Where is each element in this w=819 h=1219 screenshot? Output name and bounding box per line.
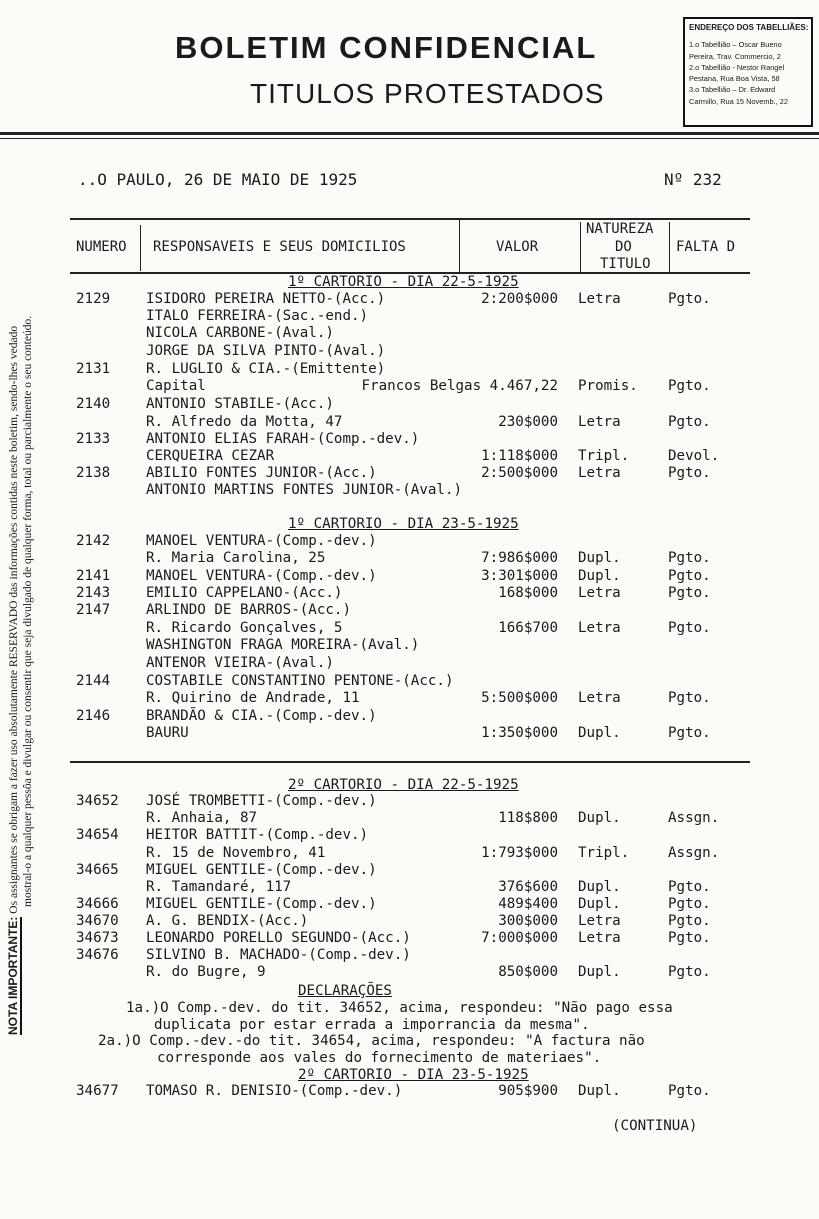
- row-responsible: ANTONIO STABILE-(Acc.): [146, 396, 334, 412]
- address-line: 3.o Tabellião – Dr. Edward: [689, 85, 776, 95]
- row-nature: Letra: [578, 690, 621, 706]
- table-row: [0, 482, 819, 500]
- row-number: 2131: [76, 361, 111, 377]
- row-responsible: CERQUEIRA CEZAR: [146, 448, 275, 464]
- header-natureza-do: DO: [615, 239, 632, 255]
- section-heading: 2º CARTORIO - DIA 22-5-1925: [288, 777, 519, 793]
- table-row: [0, 673, 819, 691]
- row-responsible: ANTONIO MARTINS FONTES JUNIOR-(Aval.): [146, 482, 463, 498]
- row-reason: Pgto.: [668, 725, 711, 741]
- declaration-line: 2a.)O Comp.-dev.-do tit. 34654, acima, respondeu: "A factura não: [98, 1033, 645, 1049]
- header-falta: FALTA D: [676, 239, 736, 255]
- column-separator: [669, 222, 670, 273]
- row-number: 2143: [76, 585, 111, 601]
- row-responsible: R. do Bugre, 9: [146, 964, 266, 980]
- row-responsible: Capital: [146, 378, 206, 394]
- row-number: 34670: [76, 913, 119, 929]
- table-row: [0, 568, 819, 586]
- row-number: 2141: [76, 568, 111, 584]
- row-responsible: A. G. BENDIX-(Acc.): [146, 913, 309, 929]
- table-row: [0, 343, 819, 361]
- header-responsaveis: RESPONSAVEIS E SEUS DOMICILIOS: [153, 239, 406, 255]
- row-nature: Letra: [578, 913, 621, 929]
- row-responsible: ITALO FERREIRA-(Sac.-end.): [146, 308, 369, 324]
- row-value: 7:000$000: [481, 930, 558, 946]
- row-number: 34676: [76, 947, 119, 963]
- declaration-line: corresponde aos vales do fornecimento de materiaes".: [157, 1050, 602, 1066]
- row-nature: Letra: [578, 585, 621, 601]
- table-row: [0, 1083, 819, 1101]
- row-number: 34654: [76, 827, 119, 843]
- row-reason: Pgto.: [668, 879, 711, 895]
- table-row: [0, 845, 819, 863]
- row-responsible: JOSÉ TROMBETTI-(Comp.-dev.): [146, 793, 377, 809]
- row-responsible: MIGUEL GENTILE-(Comp.-dev.): [146, 896, 377, 912]
- row-responsible: ANTENOR VIEIRA-(Aval.): [146, 655, 334, 671]
- row-value: 1:118$000: [481, 448, 558, 464]
- row-nature: Dupl.: [578, 879, 621, 895]
- row-nature: Dupl.: [578, 810, 621, 826]
- section-heading: 1º CARTORIO - DIA 23-5-1925: [288, 516, 519, 532]
- row-responsible: ABILIO FONTES JUNIOR-(Acc.): [146, 465, 377, 481]
- side-note-line2: mostral-o a qualquer pessôa e divulgar ou consentir que seja divulgado de qualquer forma, total ou parcialmente o seu conteúdo.: [21, 315, 34, 907]
- row-value: 118$800: [498, 810, 558, 826]
- row-number: 34665: [76, 862, 119, 878]
- row-value: 2:500$000: [481, 465, 558, 481]
- continua-note: (CONTINUA): [612, 1118, 698, 1134]
- table-row: [0, 964, 819, 982]
- row-number: 2129: [76, 291, 111, 307]
- row-responsible: R. Anhaia, 87: [146, 810, 258, 826]
- date-line: ..O PAULO, 26 DE MAIO DE 1925: [78, 170, 358, 189]
- table-row: [0, 913, 819, 931]
- header-rule-thin: [0, 138, 819, 139]
- table-row: [0, 378, 819, 396]
- row-reason: Pgto.: [668, 913, 711, 929]
- row-reason: Pgto.: [668, 690, 711, 706]
- row-nature: Dupl.: [578, 964, 621, 980]
- table-row: [0, 431, 819, 449]
- address-line: 1.o Tabellião – Oscar Bueno: [689, 40, 782, 50]
- row-responsible: R. 15 de Novembro, 41: [146, 845, 326, 861]
- row-number: 2133: [76, 431, 111, 447]
- row-number: 34652: [76, 793, 119, 809]
- row-responsible: MANOEL VENTURA-(Comp.-dev.): [146, 533, 377, 549]
- table-row: [0, 465, 819, 483]
- row-responsible: R. Quirino de Andrade, 11: [146, 690, 360, 706]
- row-reason: Pgto.: [668, 465, 711, 481]
- row-value: 300$000: [498, 913, 558, 929]
- row-reason: Assgn.: [668, 810, 720, 826]
- table-row: [0, 896, 819, 914]
- row-reason: Pgto.: [668, 1083, 711, 1099]
- row-reason: Pgto.: [668, 896, 711, 912]
- row-nature: Dupl.: [578, 896, 621, 912]
- table-row: [0, 690, 819, 708]
- row-responsible: LEONARDO PORELLO SEGUNDO-(Acc.): [146, 930, 411, 946]
- header-rule: [0, 132, 819, 135]
- address-line: 2.o Tabellião - Nestor Rangel: [689, 62, 785, 72]
- table-row: [0, 810, 819, 828]
- row-number: 2144: [76, 673, 111, 689]
- section-heading: 2º CARTORIO - DIA 23-5-1925: [298, 1067, 529, 1083]
- table-row: [0, 827, 819, 845]
- table-row: [0, 550, 819, 568]
- row-reason: Assgn.: [668, 845, 720, 861]
- row-reason: Pgto.: [668, 568, 711, 584]
- row-value: 7:986$000: [481, 550, 558, 566]
- row-responsible: NICOLA CARBONE-(Aval.): [146, 325, 334, 341]
- row-responsible: ARLINDO DE BARROS-(Acc.): [146, 602, 351, 618]
- row-number: 2142: [76, 533, 111, 549]
- bulletin-number: Nº 232: [664, 170, 722, 189]
- row-nature: Dupl.: [578, 725, 621, 741]
- table-row: [0, 708, 819, 726]
- row-nature: Letra: [578, 620, 621, 636]
- row-reason: Devol.: [668, 448, 720, 464]
- row-responsible: R. Ricardo Gonçalves, 5: [146, 620, 343, 636]
- row-number: 34666: [76, 896, 119, 912]
- row-nature: Promis.: [578, 378, 638, 394]
- table-row: [0, 602, 819, 620]
- section-separator: [70, 761, 750, 763]
- row-responsible: R. Tamandaré, 117: [146, 879, 292, 895]
- table-row: [0, 325, 819, 343]
- row-nature: Letra: [578, 291, 621, 307]
- row-nature: Letra: [578, 930, 621, 946]
- row-responsible: EMILIO CAPPELANO-(Acc.): [146, 585, 343, 601]
- row-nature: Letra: [578, 414, 621, 430]
- row-value: 1:793$000: [481, 845, 558, 861]
- row-nature: Dupl.: [578, 1083, 621, 1099]
- row-reason: Pgto.: [668, 930, 711, 946]
- row-number: 34677: [76, 1083, 119, 1099]
- table-row: [0, 637, 819, 655]
- row-reason: Pgto.: [668, 964, 711, 980]
- row-responsible: MIGUEL GENTILE-(Comp.-dev.): [146, 862, 377, 878]
- row-responsible: JORGE DA SILVA PINTO-(Aval.): [146, 343, 386, 359]
- row-reason: Pgto.: [668, 550, 711, 566]
- row-reason: Pgto.: [668, 378, 711, 394]
- table-row: [0, 655, 819, 673]
- table-row: [0, 361, 819, 379]
- row-responsible: HEITOR BATTIT-(Comp.-dev.): [146, 827, 369, 843]
- row-value: 3:301$000: [481, 568, 558, 584]
- row-responsible: ISIDORO PEREIRA NETTO-(Acc.): [146, 291, 386, 307]
- row-reason: Pgto.: [668, 620, 711, 636]
- declaration-line: duplicata por estar errada a imporrancia da mesma".: [154, 1017, 590, 1033]
- row-value: 376$600: [498, 879, 558, 895]
- row-reason: Pgto.: [668, 414, 711, 430]
- address-line: Pereira, Trav. Commercio, 2: [689, 51, 781, 61]
- table-row: [0, 533, 819, 551]
- row-responsible: TOMASO R. DENISIO-(Comp.-dev.): [146, 1083, 403, 1099]
- row-value: 1:350$000: [481, 725, 558, 741]
- address-line: Pestana, Rua Boa Vista, 58: [689, 74, 780, 84]
- table-row: [0, 947, 819, 965]
- table-top-rule: [70, 218, 750, 220]
- table-row: [0, 585, 819, 603]
- row-nature: Dupl.: [578, 550, 621, 566]
- row-responsible: BRANDÃO & CIA.-(Comp.-dev.): [146, 708, 377, 724]
- row-responsible: BAURU: [146, 725, 189, 741]
- row-responsible: R. Maria Carolina, 25: [146, 550, 326, 566]
- table-row: [0, 879, 819, 897]
- row-responsible: SILVINO B. MACHADO-(Comp.-dev.): [146, 947, 411, 963]
- table-row: [0, 725, 819, 743]
- table-row: [0, 308, 819, 326]
- row-number: 34673: [76, 930, 119, 946]
- row-reason: Pgto.: [668, 291, 711, 307]
- bulletin-subtitle: TITULOS PROTESTADOS: [250, 78, 605, 109]
- table-row: [0, 291, 819, 309]
- row-value: 230$000: [498, 414, 558, 430]
- row-responsible: COSTABILE CONSTANTINO PENTONE-(Acc.): [146, 673, 454, 689]
- row-responsible: ANTONIO ELIAS FARAH-(Comp.-dev.): [146, 431, 420, 447]
- address-heading: ENDEREÇO DOS TABELLIÃES:: [689, 23, 809, 32]
- column-separator: [580, 222, 581, 273]
- table-row: [0, 620, 819, 638]
- header-natureza: NATUREZA: [586, 221, 654, 237]
- header-natureza-titulo: TITULO: [600, 256, 651, 272]
- row-responsible: MANOEL VENTURA-(Comp.-dev.): [146, 568, 377, 584]
- address-line: Carmillo, Rua 15 Novemb., 22: [689, 96, 788, 106]
- row-number: 2146: [76, 708, 111, 724]
- row-number: 2147: [76, 602, 111, 618]
- table-row: [0, 793, 819, 811]
- row-nature: Letra: [578, 465, 621, 481]
- bulletin-title: BOLETIM CONFIDENCIAL: [175, 30, 598, 65]
- row-nature: Dupl.: [578, 568, 621, 584]
- column-separator: [140, 225, 141, 271]
- side-note-line1: Os assignantes se obrigam a fazer uso absolutamente RESERVADO das informações contidas neste boletim, sendo-lhes vedado: [8, 325, 20, 914]
- row-responsible: WASHINGTON FRAGA MOREIRA-(Aval.): [146, 637, 420, 653]
- row-value: 489$400: [498, 896, 558, 912]
- column-separator: [459, 218, 460, 273]
- row-number: 2140: [76, 396, 111, 412]
- table-row: [0, 396, 819, 414]
- header-numero: NUMERO: [76, 239, 127, 255]
- table-row: [0, 930, 819, 948]
- row-value: 166$700: [498, 620, 558, 636]
- row-value: Francos Belgas 4.467,22: [361, 378, 558, 394]
- row-nature: Tripl.: [578, 448, 630, 464]
- declarations-title: DECLARAÇÕES: [298, 983, 392, 999]
- declaration-line: 1a.)O Comp.-dev. do tit. 34652, acima, respondeu: "Não pago essa: [126, 1000, 673, 1016]
- notaries-address-box: [683, 17, 813, 127]
- row-value: 850$000: [498, 964, 558, 980]
- row-nature: Tripl.: [578, 845, 630, 861]
- table-row: [0, 448, 819, 466]
- side-note-label: NOTA IMPORTANTE:: [6, 916, 20, 1035]
- row-responsible: R. Alfredo da Motta, 47: [146, 414, 343, 430]
- table-row: [0, 862, 819, 880]
- row-value: 5:500$000: [481, 690, 558, 706]
- header-valor: VALOR: [496, 239, 539, 255]
- section-heading: 1º CARTORIO - DIA 22-5-1925: [288, 274, 519, 290]
- row-responsible: R. LUGLIO & CIA.-(Emittente): [146, 361, 386, 377]
- row-value: 2:200$000: [481, 291, 558, 307]
- row-value: 168$000: [498, 585, 558, 601]
- row-reason: Pgto.: [668, 585, 711, 601]
- table-row: [0, 414, 819, 432]
- row-value: 905$900: [498, 1083, 558, 1099]
- row-number: 2138: [76, 465, 111, 481]
